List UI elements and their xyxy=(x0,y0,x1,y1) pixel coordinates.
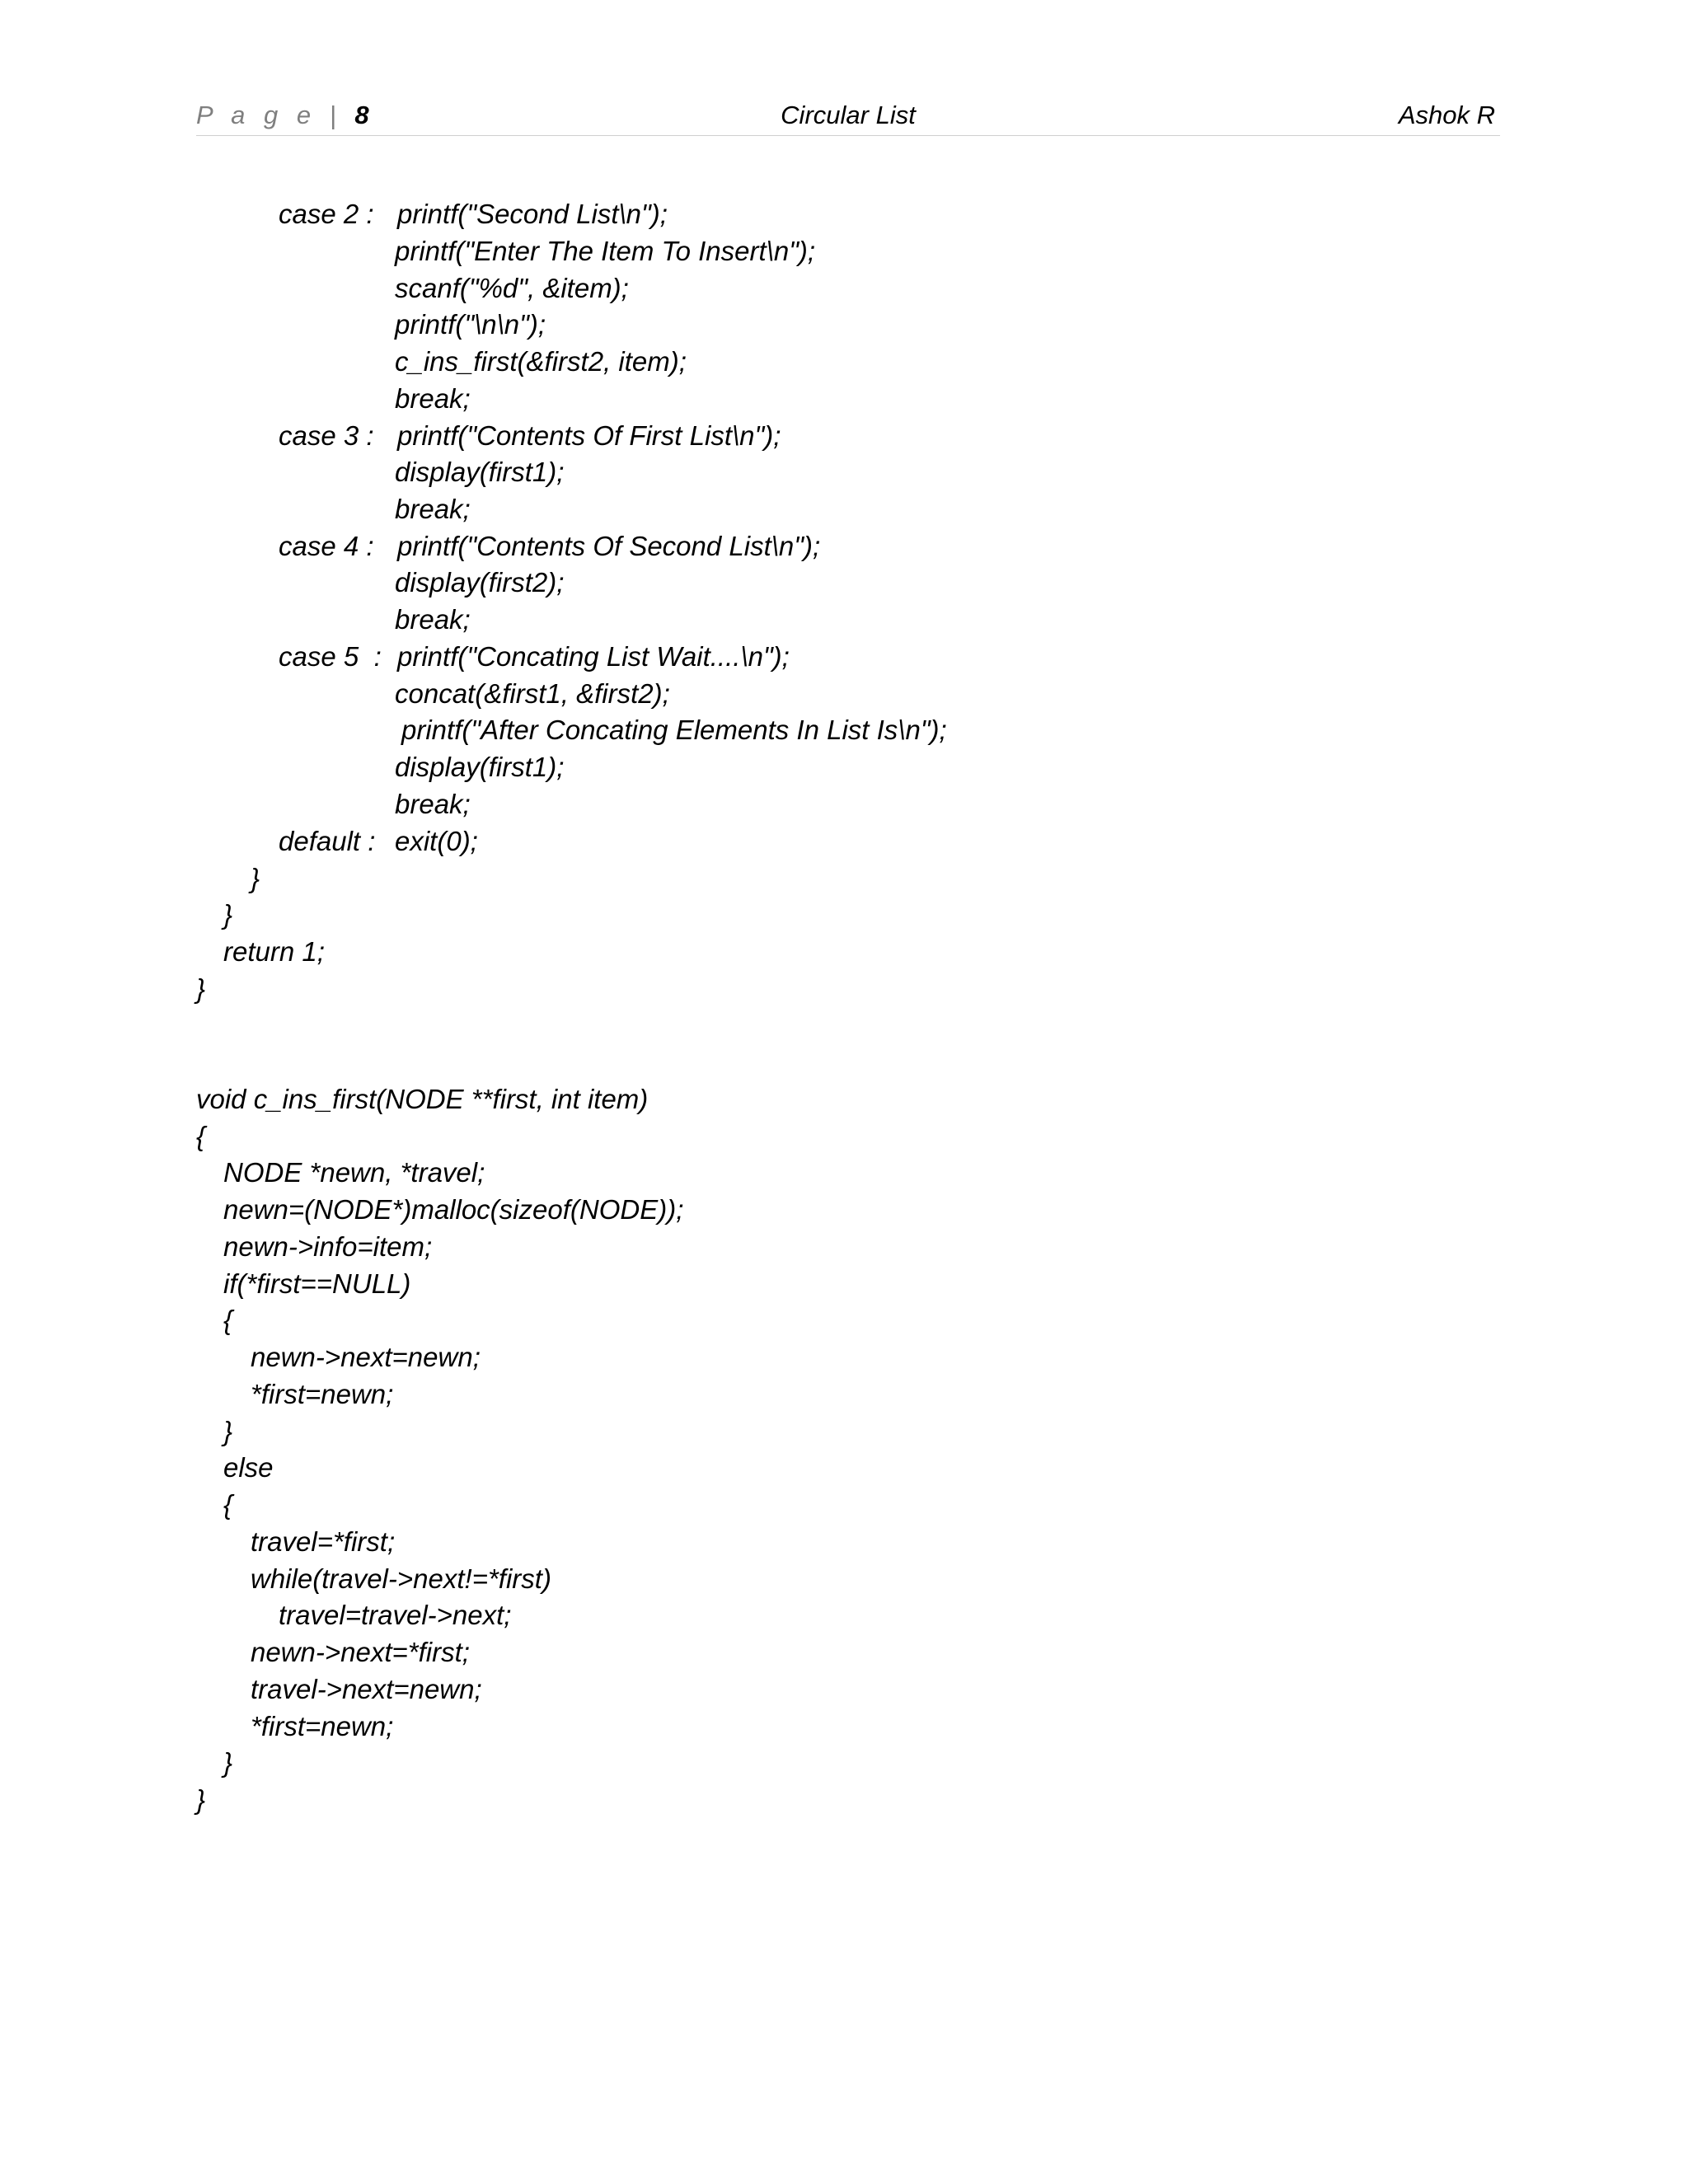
code-line: return 1; xyxy=(223,936,325,967)
page-separator: | xyxy=(329,101,342,129)
code-line: display(first2); xyxy=(395,567,565,598)
code-line: break; xyxy=(395,789,471,819)
page-word: P a g e xyxy=(196,101,317,129)
code-line: while(travel->next!=*first) xyxy=(251,1563,551,1594)
code-line: printf("Concating List Wait....\n"); xyxy=(397,641,790,672)
code-line: newn->info=item; xyxy=(223,1231,433,1262)
code-line: concat(&first1, &first2); xyxy=(395,678,670,709)
code-line: c_ins_first(&first2, item); xyxy=(395,346,687,377)
code-line: scanf("%d", &item); xyxy=(395,273,629,303)
code-line: case 3 : xyxy=(279,420,374,451)
code-line: case 5 : xyxy=(279,641,382,672)
code-line: travel=travel->next; xyxy=(279,1600,512,1630)
code-line: printf("Contents Of Second List\n"); xyxy=(397,531,821,561)
code-line: display(first1); xyxy=(395,457,565,487)
page-number: 8 xyxy=(354,101,369,129)
code-line: } xyxy=(223,1747,233,1778)
code-line: { xyxy=(223,1489,233,1520)
code-line: case 4 : xyxy=(279,531,374,561)
code-line: printf("Contents Of First List\n"); xyxy=(397,420,781,451)
code-line: NODE *newn, *travel; xyxy=(223,1157,485,1188)
code-line: exit(0); xyxy=(395,826,478,856)
code-line: { xyxy=(223,1305,233,1335)
code-line: *first=newn; xyxy=(251,1379,394,1409)
code-line: break; xyxy=(395,494,471,524)
code-line: } xyxy=(196,1784,206,1815)
document-author: Ashok R xyxy=(1398,101,1495,129)
code-line: travel=*first; xyxy=(251,1526,396,1557)
code-line: travel->next=newn; xyxy=(251,1674,482,1704)
code-line: } xyxy=(196,973,206,1004)
document-title: Circular List xyxy=(781,101,916,129)
code-line: { xyxy=(196,1121,206,1151)
code-line: void c_ins_first(NODE **first, int item) xyxy=(196,1084,649,1114)
code-line: printf("Enter The Item To Insert\n"); xyxy=(395,236,816,266)
code-line: display(first1); xyxy=(395,752,565,782)
code-line: default : xyxy=(279,826,376,856)
code-line: break; xyxy=(395,383,471,414)
code-line: printf("After Concating Elements In List Is\n"); xyxy=(401,715,947,745)
code-line: newn->next=*first; xyxy=(251,1637,470,1667)
code-line: *first=newn; xyxy=(251,1711,394,1741)
code-line: } xyxy=(223,899,233,930)
code-line: break; xyxy=(395,604,471,635)
code-line: newn->next=newn; xyxy=(251,1342,481,1372)
code-line: if(*first==NULL) xyxy=(223,1268,411,1299)
code-line: else xyxy=(223,1452,274,1483)
code-line: } xyxy=(251,863,260,893)
code-line: case 2 : xyxy=(279,199,374,229)
code-line: newn=(NODE*)malloc(sizeof(NODE)); xyxy=(223,1194,684,1225)
code-line: printf("Second List\n"); xyxy=(397,199,668,229)
code-line: } xyxy=(223,1416,233,1446)
code-line: printf("\n\n"); xyxy=(395,309,546,340)
page-header xyxy=(196,97,1500,136)
